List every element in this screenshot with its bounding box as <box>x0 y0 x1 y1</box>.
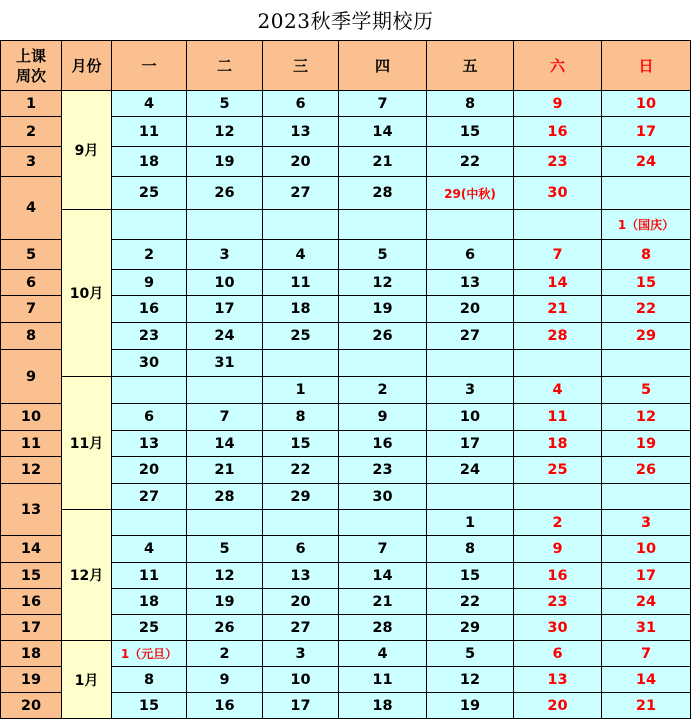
date-cell: 22 <box>263 457 339 484</box>
date-cell <box>514 484 602 510</box>
date-cell: 8 <box>602 240 691 270</box>
date-cell: 29(中秋) <box>427 177 514 210</box>
date-cell <box>187 510 263 536</box>
week-number-cell: 8 <box>0 323 62 350</box>
date-cell: 27 <box>427 323 514 350</box>
weekday-header: 三 <box>263 40 339 91</box>
date-cell: 18 <box>514 431 602 457</box>
date-cell <box>112 377 187 404</box>
date-cell: 20 <box>263 589 339 615</box>
date-cell: 16 <box>514 563 602 589</box>
month-column-header: 月份 <box>62 40 112 91</box>
date-cell: 31 <box>602 615 691 641</box>
date-cell: 2 <box>339 377 427 404</box>
date-cell: 6 <box>427 240 514 270</box>
date-cell: 18 <box>112 589 187 615</box>
date-cell: 17 <box>427 431 514 457</box>
date-cell: 26 <box>339 323 427 350</box>
date-cell <box>602 484 691 510</box>
date-cell: 27 <box>263 177 339 210</box>
date-cell: 25 <box>112 177 187 210</box>
date-cell: 21 <box>187 457 263 484</box>
date-cell: 19 <box>187 589 263 615</box>
date-cell: 24 <box>602 147 691 177</box>
date-cell: 1 <box>263 377 339 404</box>
date-cell: 11 <box>112 563 187 589</box>
date-cell <box>427 210 514 240</box>
date-cell: 26 <box>602 457 691 484</box>
date-cell: 7 <box>514 240 602 270</box>
date-cell: 2 <box>514 510 602 536</box>
date-cell: 8 <box>263 404 339 431</box>
date-cell: 9 <box>514 91 602 117</box>
week-number-cell: 2 <box>0 117 62 147</box>
date-cell: 20 <box>112 457 187 484</box>
date-cell: 9 <box>187 667 263 693</box>
date-cell: 10 <box>187 270 263 296</box>
date-cell: 10 <box>263 667 339 693</box>
weekday-header: 六 <box>514 40 602 91</box>
date-cell: 5 <box>339 240 427 270</box>
date-cell: 10 <box>427 404 514 431</box>
date-cell: 18 <box>339 693 427 719</box>
date-cell: 8 <box>427 536 514 563</box>
date-cell: 26 <box>187 177 263 210</box>
date-cell <box>602 177 691 210</box>
date-cell: 31 <box>187 350 263 377</box>
date-cell: 20 <box>263 147 339 177</box>
date-cell: 30 <box>339 484 427 510</box>
week-number-cell: 12 <box>0 457 62 484</box>
date-cell: 30 <box>514 177 602 210</box>
date-cell <box>187 210 263 240</box>
date-cell: 28 <box>514 323 602 350</box>
date-cell: 2 <box>112 240 187 270</box>
weekday-header: 四 <box>339 40 427 91</box>
week-number-cell: 19 <box>0 667 62 693</box>
date-cell: 22 <box>427 589 514 615</box>
date-cell: 6 <box>112 404 187 431</box>
date-cell: 5 <box>427 641 514 667</box>
date-cell <box>112 510 187 536</box>
date-cell: 17 <box>187 296 263 323</box>
date-cell <box>339 210 427 240</box>
date-cell: 5 <box>187 536 263 563</box>
date-cell <box>514 350 602 377</box>
date-cell: 14 <box>187 431 263 457</box>
date-cell: 28 <box>339 177 427 210</box>
date-cell: 20 <box>514 693 602 719</box>
date-cell: 30 <box>112 350 187 377</box>
date-cell: 13 <box>263 117 339 147</box>
week-number-cell: 18 <box>0 641 62 667</box>
date-cell: 24 <box>602 589 691 615</box>
date-cell: 14 <box>602 667 691 693</box>
month-label-cell: 12月 <box>62 510 112 641</box>
date-cell: 16 <box>112 296 187 323</box>
date-cell: 6 <box>514 641 602 667</box>
week-number-cell: 14 <box>0 536 62 563</box>
date-cell: 14 <box>339 563 427 589</box>
date-cell: 28 <box>339 615 427 641</box>
week-number-cell: 15 <box>0 563 62 589</box>
date-cell: 4 <box>514 377 602 404</box>
weekday-header: 二 <box>187 40 263 91</box>
date-cell: 1 <box>427 510 514 536</box>
date-cell: 11 <box>514 404 602 431</box>
date-cell: 13 <box>514 667 602 693</box>
month-label-cell: 1月 <box>62 641 112 719</box>
date-cell: 5 <box>187 91 263 117</box>
date-cell <box>602 350 691 377</box>
date-cell: 7 <box>187 404 263 431</box>
week-number-cell: 9 <box>0 350 62 404</box>
date-cell: 12 <box>427 667 514 693</box>
date-cell: 15 <box>112 693 187 719</box>
calendar-title: 2023秋季学期校历 <box>257 9 434 33</box>
date-cell: 23 <box>112 323 187 350</box>
date-cell: 17 <box>263 693 339 719</box>
date-cell: 14 <box>514 270 602 296</box>
date-cell: 4 <box>112 536 187 563</box>
month-label-cell: 9月 <box>62 91 112 210</box>
date-cell: 10 <box>602 536 691 563</box>
date-cell <box>187 377 263 404</box>
week-column-header <box>0 40 62 91</box>
date-cell: 4 <box>112 91 187 117</box>
date-cell: 14 <box>339 117 427 147</box>
date-cell: 10 <box>602 91 691 117</box>
date-cell: 3 <box>187 240 263 270</box>
week-number-cell: 7 <box>0 296 62 323</box>
week-number-cell: 10 <box>0 404 62 431</box>
date-cell: 7 <box>339 91 427 117</box>
date-cell: 24 <box>187 323 263 350</box>
date-cell: 17 <box>602 117 691 147</box>
date-cell: 6 <box>263 91 339 117</box>
date-cell: 15 <box>263 431 339 457</box>
date-cell <box>263 510 339 536</box>
date-cell: 9 <box>514 536 602 563</box>
date-cell: 22 <box>602 296 691 323</box>
date-cell: 23 <box>514 147 602 177</box>
month-label-cell: 11月 <box>62 377 112 510</box>
date-cell: 3 <box>427 377 514 404</box>
date-cell: 27 <box>263 615 339 641</box>
week-number-cell: 4 <box>0 177 62 240</box>
date-cell: 13 <box>263 563 339 589</box>
date-cell: 21 <box>339 147 427 177</box>
date-cell: 1（国庆） <box>602 210 691 240</box>
date-cell: 2 <box>187 641 263 667</box>
date-cell: 11 <box>339 667 427 693</box>
date-cell: 1（元旦） <box>112 641 187 667</box>
date-cell: 15 <box>427 563 514 589</box>
date-cell: 21 <box>514 296 602 323</box>
weekday-header: 五 <box>427 40 514 91</box>
date-cell: 4 <box>263 240 339 270</box>
date-cell: 12 <box>187 117 263 147</box>
date-cell <box>339 350 427 377</box>
week-number-cell: 5 <box>0 240 62 270</box>
date-cell: 3 <box>602 510 691 536</box>
date-cell: 5 <box>602 377 691 404</box>
date-cell: 18 <box>263 296 339 323</box>
date-cell <box>514 210 602 240</box>
week-number-cell: 1 <box>0 91 62 117</box>
date-cell: 23 <box>339 457 427 484</box>
date-cell <box>112 210 187 240</box>
week-number-cell: 11 <box>0 431 62 457</box>
week-header-line1: 上课 <box>15 46 46 65</box>
week-number-cell: 20 <box>0 693 62 719</box>
date-cell: 19 <box>339 296 427 323</box>
date-cell <box>263 210 339 240</box>
date-cell: 29 <box>263 484 339 510</box>
date-cell: 8 <box>112 667 187 693</box>
date-cell: 21 <box>602 693 691 719</box>
date-cell: 29 <box>602 323 691 350</box>
week-number-cell: 16 <box>0 589 62 615</box>
date-cell: 8 <box>427 91 514 117</box>
week-number-cell: 6 <box>0 270 62 296</box>
date-cell: 11 <box>263 270 339 296</box>
date-cell: 12 <box>602 404 691 431</box>
date-cell: 12 <box>187 563 263 589</box>
date-cell: 19 <box>187 147 263 177</box>
date-cell: 12 <box>339 270 427 296</box>
date-cell: 25 <box>263 323 339 350</box>
date-cell: 20 <box>427 296 514 323</box>
date-cell: 27 <box>112 484 187 510</box>
date-cell: 25 <box>112 615 187 641</box>
date-cell: 25 <box>514 457 602 484</box>
date-cell <box>427 484 514 510</box>
week-number-cell: 13 <box>0 484 62 536</box>
week-number-cell: 3 <box>0 147 62 177</box>
date-cell: 13 <box>427 270 514 296</box>
date-cell: 19 <box>427 693 514 719</box>
date-cell: 22 <box>427 147 514 177</box>
date-cell: 15 <box>427 117 514 147</box>
date-cell <box>263 350 339 377</box>
week-number-cell: 17 <box>0 615 62 641</box>
date-cell: 18 <box>112 147 187 177</box>
date-cell: 23 <box>514 589 602 615</box>
weekday-header: 一 <box>112 40 187 91</box>
date-cell: 11 <box>112 117 187 147</box>
date-cell <box>427 350 514 377</box>
date-cell: 26 <box>187 615 263 641</box>
date-cell: 29 <box>427 615 514 641</box>
date-cell <box>339 510 427 536</box>
date-cell: 16 <box>514 117 602 147</box>
week-header-line2: 周次 <box>15 66 46 85</box>
date-cell: 15 <box>602 270 691 296</box>
date-cell: 3 <box>263 641 339 667</box>
date-cell: 4 <box>339 641 427 667</box>
date-cell: 16 <box>339 431 427 457</box>
date-cell: 9 <box>339 404 427 431</box>
date-cell: 21 <box>339 589 427 615</box>
date-cell: 17 <box>602 563 691 589</box>
date-cell: 16 <box>187 693 263 719</box>
weekday-header: 日 <box>602 40 691 91</box>
date-cell: 13 <box>112 431 187 457</box>
date-cell: 6 <box>263 536 339 563</box>
date-cell: 24 <box>427 457 514 484</box>
date-cell: 9 <box>112 270 187 296</box>
date-cell: 30 <box>514 615 602 641</box>
month-label-cell: 10月 <box>62 210 112 377</box>
date-cell: 7 <box>602 641 691 667</box>
date-cell: 7 <box>339 536 427 563</box>
date-cell: 28 <box>187 484 263 510</box>
date-cell: 19 <box>602 431 691 457</box>
